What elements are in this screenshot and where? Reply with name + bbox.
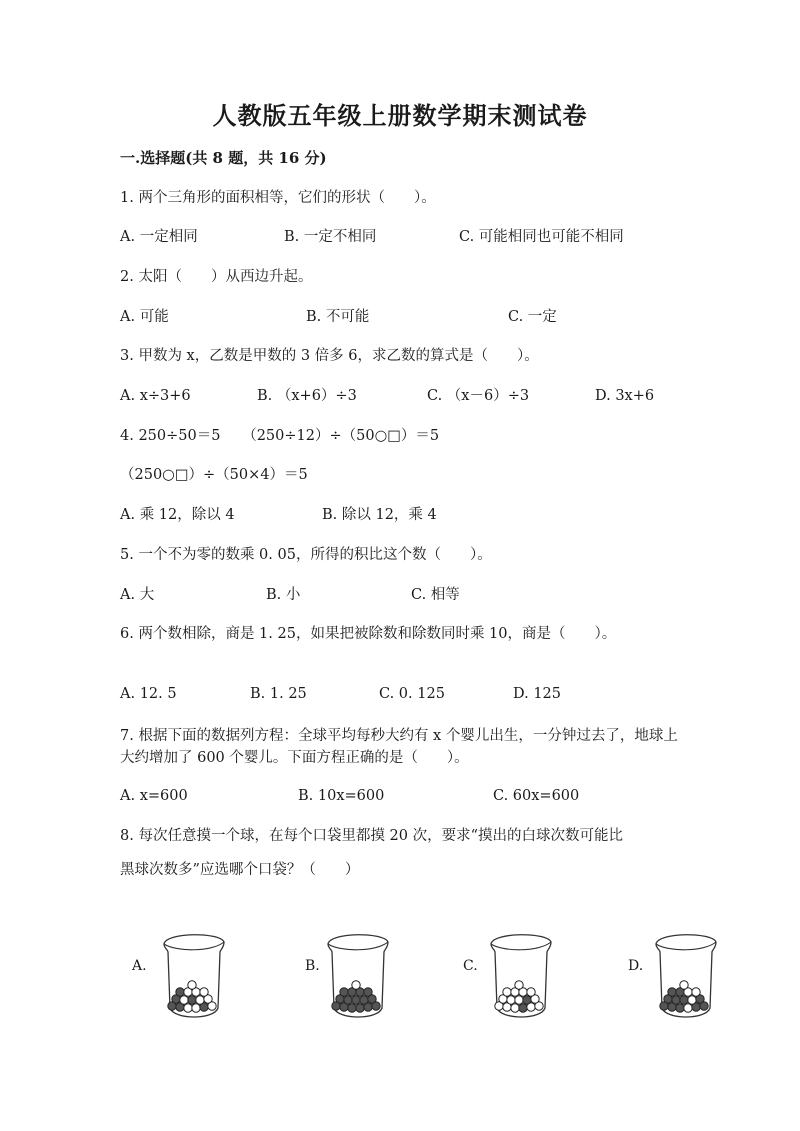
bag-d-label[interactable]: D. [628,958,644,974]
page-title: 人教版五年级上册数学期末测试卷 [212,101,588,130]
bag-b-label[interactable]: B. [305,958,320,974]
question-8-stem-line2: 黑球次数多”应选哪个口袋？（ ） [120,862,360,878]
black-ball [519,1004,527,1012]
black-ball [680,996,688,1004]
white-ball [507,996,515,1004]
bag-c-label[interactable]: C. [463,958,478,974]
q1-option-c[interactable]: C. 可能相同也可能不相同 [459,229,624,245]
bag-rim [328,942,388,950]
q6-option-b[interactable]: B. 1. 25 [250,686,307,702]
white-ball [184,1004,192,1012]
question-8-stem: 8. 每次任意摸一个球，在每个口袋里都摸 20 次，要求“摸出的白球次数可能比 [120,828,624,844]
ball-bags-figure [0,920,800,1020]
black-ball [523,996,531,1004]
bag-b-icon[interactable] [322,928,394,1018]
q5-option-b[interactable]: B. 小 [266,587,301,603]
bag-rim [491,942,551,950]
black-ball [676,1004,684,1012]
bag-c-icon[interactable] [485,928,557,1018]
q3-option-a[interactable]: A. x÷3+6 [120,388,191,404]
question-1-stem: 1. 两个三角形的面积相等，它们的形状（ ）。 [120,190,436,206]
bag-a-icon[interactable] [158,928,230,1018]
white-ball [692,988,700,996]
white-ball [196,996,204,1004]
bag-rim [656,942,716,950]
black-ball [340,988,348,996]
question-4-stem: 4. 250÷50＝5 （250÷12）÷（50○□）＝5 [120,428,440,444]
question-4-stem-line2: （250○□）÷（50×4）＝5 [120,467,308,483]
q4-option-b[interactable]: B. 除以 12，乘 4 [322,507,437,523]
q6-option-a[interactable]: A. 12. 5 [120,686,177,702]
black-ball [356,1004,364,1012]
black-ball [364,988,372,996]
question-5-stem: 5. 一个不为零的数乘 0. 05，所得的积比这个数（ ）。 [120,547,492,563]
q2-option-b[interactable]: B. 不可能 [306,309,370,325]
q3-option-c[interactable]: C. （x－6）÷3 [427,388,530,404]
bag-a-label[interactable]: A. [132,958,147,974]
question-6-stem: 6. 两个数相除，商是 1. 25，如果把被除数和除数同时乘 10，商是（ ）。 [120,626,617,642]
q1-option-a[interactable]: A. 一定相同 [120,229,198,245]
q3-option-b[interactable]: B. （x+6）÷3 [257,388,357,404]
black-ball [672,996,680,1004]
q6-option-d[interactable]: D. 125 [513,686,562,702]
white-ball [200,988,208,996]
q4-option-a[interactable]: A. 乘 12，除以 4 [120,507,235,523]
white-ball [511,1004,519,1012]
q6-option-c[interactable]: C. 0. 125 [379,686,445,702]
white-ball [684,1004,692,1012]
black-ball [352,996,360,1004]
black-ball [188,996,196,1004]
white-ball [527,988,535,996]
q7-option-c[interactable]: C. 60x=600 [493,788,580,804]
white-ball [680,981,688,989]
white-ball [688,996,696,1004]
section-heading: 一.选择题(共 8 题，共 16 分) [120,149,327,167]
bag-d-icon[interactable] [650,928,722,1018]
white-ball [515,981,523,989]
black-ball [360,996,368,1004]
white-ball [503,988,511,996]
black-ball [344,996,352,1004]
q7-option-b[interactable]: B. 10x=600 [298,788,385,804]
question-7-stem: 7. 根据下面的数据列方程：全球平均每秒大约有 x 个婴儿出生，一分钟过去了，地球上大约增加了 600 个婴儿。下面方程正确的是（ ）。 [120,728,678,766]
q1-option-b[interactable]: B. 一定不相同 [284,229,377,245]
q5-option-c[interactable]: C. 相等 [411,587,460,603]
black-ball [348,1004,356,1012]
q2-option-a[interactable]: A. 可能 [120,309,169,325]
white-ball [188,981,196,989]
q5-option-a[interactable]: A. 大 [120,587,155,603]
black-ball [176,988,184,996]
white-ball [515,996,523,1004]
q2-option-c[interactable]: C. 一定 [508,309,557,325]
q7-option-a[interactable]: A. x=600 [120,788,188,804]
bag-rim [164,942,224,950]
white-ball [180,996,188,1004]
q3-option-d[interactable]: D. 3x+6 [595,388,655,404]
question-2-stem: 2. 太阳（ ）从西边升起。 [120,269,313,285]
white-ball [192,1004,200,1012]
question-3-stem: 3. 甲数为 x，乙数是甲数的 3 倍多 6，求乙数的算式是（ ）。 [120,348,539,364]
black-ball [668,988,676,996]
white-ball [352,981,360,989]
